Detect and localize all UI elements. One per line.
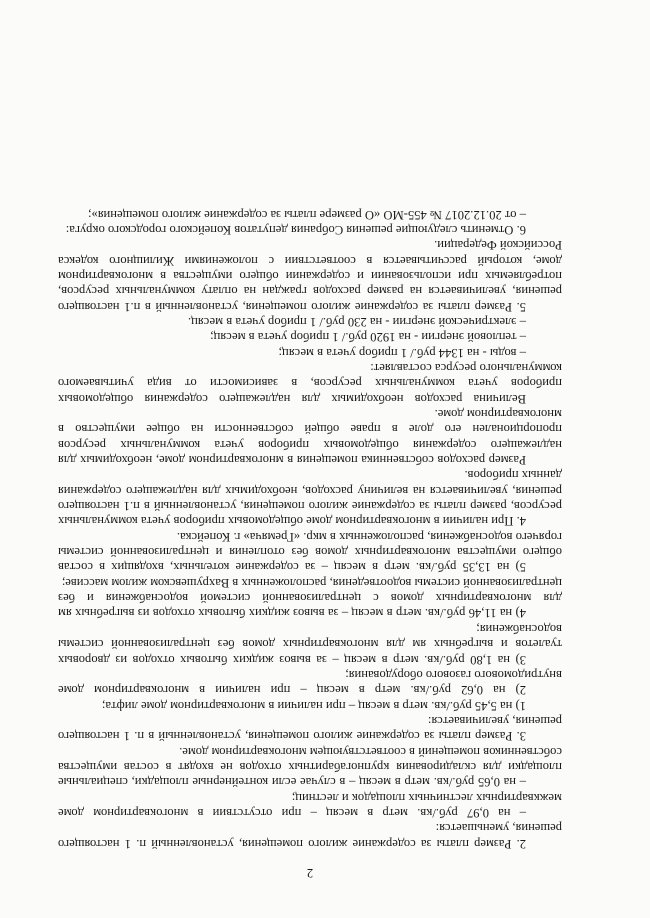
paragraph-4: 4. При наличии в многоквартирном доме общедомовых приборов учета коммунальных ресурсов, размер платы за содержание жилого помещения, установленный в п.1 настоящего решения, увеличивается на величину расходов, необходимых для надлежащего содержания данных приборов. bbox=[58, 468, 562, 529]
page-number: 2 bbox=[306, 866, 314, 880]
paragraph-3-item-2: 2) на 0,62 руб./кв. метр в месяц – при наличии в многоквартирном доме внутридомового газового оборудования; bbox=[58, 667, 562, 698]
paragraph-4-amounts-intro: Величина расходов необходимых для надлежащего содержания общедомовых приборов учета коммунальных ресурсов, в зависимости от вида учитываемого коммунального ресурса составляет: bbox=[58, 361, 562, 406]
paragraph-3-item-3: 3) на 1,80 руб./кв. метр в месяц – за вывоз жидких бытовых отходов из дворовых туалетов и выгребных ям для многоквартирных домов без централизованной системы водоснабжения; bbox=[58, 621, 562, 667]
paragraph-6: 6. Отменить следующие решения Собрания депутатов Копейского городского округа: bbox=[65, 222, 526, 237]
paragraph-2-item-1: – на 0,97 руб./кв. метр в месяц – при отсутствии в многоквартирном доме межквартирных лестничных площадок и лестниц; bbox=[58, 790, 562, 820]
paragraph-4-heat: – тепловой энергии - на 1920 руб./ 1 прибор учета в месяц; bbox=[210, 330, 526, 345]
paragraph-5: 5. Размер платы за содержание жилого помещения, установленный в п.1 настоящего решения, увеличивается на размер расходов граждан на оплату коммунальных ресурсов, потребляемых при использовании и содержании общего имущества в многоквартирном доме, который рассчитывается в соответствии с положениями Жилищного кодекса Российской Федерации. bbox=[58, 238, 562, 314]
paragraph-3-intro: 3. Размер платы за содержание жилого помещения, установленный в п. 1 настоящего решения, увеличивается: bbox=[58, 713, 562, 744]
paragraph-2-intro: 2. Размер платы за содержание жилого помещения, установленный п. 1 настоящего решения, уменьшается: bbox=[58, 821, 562, 851]
paragraph-4-expenses: Размер расходов собственника помещения в многоквартирном доме, необходимых для надлежащего содержания общедомовых приборов учета коммунальных ресурсов пропорционален его доле в праве общей собственности на общее имущество в многоквартирном доме. bbox=[58, 407, 562, 468]
paragraph-4-electricity: – электрической энергии - на 230 руб./ 1 прибор учета в месяц. bbox=[187, 314, 526, 329]
paragraph-2-item-2: – на 0,65 руб./кв. метр в месяц – в случае если контейнерные площадки, специальные площадки для складирования крупногабаритных отходов не входят в состав имущества собственников помещений в соответствующем многоквартирном доме. bbox=[58, 744, 562, 790]
paragraph-3-item-5: 5) на 13,35 руб./кв. метр в месяц – за содержание котельных, входящих в состав общего имущества многоквартирных домов без отопления и централизованной системы горячего водоснабжения, расположенных в мкр. «Гремяча» г. Копейска. bbox=[58, 529, 562, 575]
paragraph-4-water: – воды - на 1344 руб./ 1 прибор учета в месяц; bbox=[278, 345, 526, 360]
paragraph-3-item-4: 4) на 11,46 руб./кв. метр в месяц – за вывоз жидких бытовых отходов из выгребных ям для многоквартирных домов с централизованной системой водоснабжения и без централизованной системы водоотведения, расположенных в Вахрушевском жилом массиве; bbox=[58, 575, 562, 621]
paragraph-3-item-1: 1) на 5,45 руб./кв. метр в месяц – при наличии в многоквартирном доме лифта; bbox=[101, 698, 526, 713]
paragraph-6-item: – от 20.12.2017 № 455-МО «О размере платы за содержание жилого помещения»; bbox=[87, 207, 526, 222]
